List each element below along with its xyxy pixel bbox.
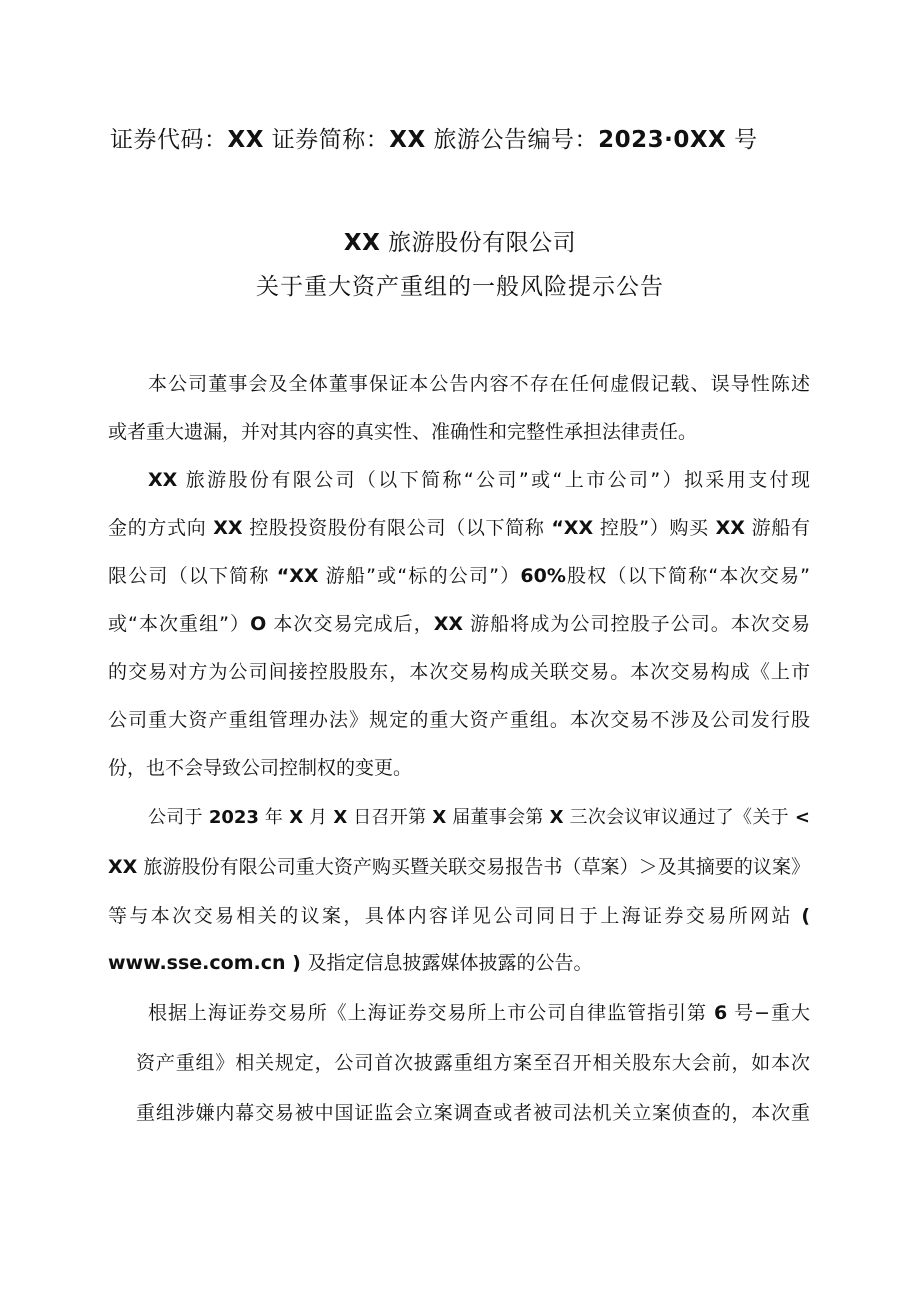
stock-abbr-value: XX bbox=[389, 127, 426, 153]
p3-l1-h: X bbox=[432, 807, 447, 828]
p4-line-2: 资产重组》相关规定，公司首次披露重组方案至召开相关股东大会前，如本次 bbox=[136, 1052, 810, 1074]
company-title bbox=[0, 224, 920, 257]
announcement-number-suffix: 号 bbox=[726, 127, 758, 153]
p3-l1-k: 三次会议审议通过了《关于 bbox=[563, 807, 795, 828]
announcement-number-label: 旅游公告编号： bbox=[425, 127, 599, 153]
p3-line-1 bbox=[148, 803, 810, 829]
header-line bbox=[110, 121, 758, 154]
p2-l2-g: 游船有 bbox=[744, 517, 810, 539]
p3-l1-g: 日召开第 bbox=[347, 807, 433, 828]
p3-l3-a: 等与本次交易相关的议案，具体内容详见公司同日于上海证券交易所网站 bbox=[108, 905, 802, 927]
p4-l1-b: 6 bbox=[713, 1002, 728, 1024]
p2-l4-a: 或“本次重组”） bbox=[108, 613, 251, 635]
p3-l2-a: XX bbox=[108, 856, 138, 878]
p2-l3-b: “XX bbox=[276, 565, 319, 587]
p2-l2-d: “XX bbox=[551, 517, 594, 539]
p3-l1-j: X bbox=[549, 807, 564, 828]
p3-l1-e: 月 bbox=[303, 807, 334, 828]
p3-l1-f: X bbox=[333, 807, 348, 828]
p2-line-1 bbox=[148, 465, 810, 492]
p2-l4-e: 游船将成为公司控股子公司。本次交易 bbox=[463, 613, 811, 635]
p1-line-2: 或者重大遗漏，并对其内容的真实性、准确性和完整性承担法律责任。 bbox=[108, 421, 698, 443]
company-title-prefix: XX bbox=[343, 230, 381, 256]
p2-l3-d: 60% bbox=[520, 565, 566, 587]
stock-code-value: XX bbox=[227, 127, 264, 153]
p2-l3-c: 游船”或“标的公司”） bbox=[318, 565, 521, 587]
p3-l1-a: 公司于 bbox=[148, 807, 209, 828]
p2-line-2 bbox=[108, 513, 810, 540]
stock-abbr-label: 证券简称： bbox=[263, 127, 390, 153]
p4-line-1 bbox=[148, 998, 810, 1025]
p3-l4-c: 及指定信息披露媒体披露的公告。 bbox=[307, 952, 593, 974]
p2-line-5: 的交易对方为公司间接控股股东，本次交易构成关联交易。本次交易构成《上市 bbox=[108, 661, 810, 683]
p4-l1-a: 根据上海证券交易所《上海证券交易所上市公司自律监管指引第 bbox=[148, 1002, 714, 1024]
p2-line-7: 份，也不会导致公司控制权的变更。 bbox=[108, 757, 413, 779]
announcement-number-value: 2023·0XX bbox=[598, 127, 727, 153]
p2-l4-b: O bbox=[250, 613, 267, 635]
p2-line-4 bbox=[108, 609, 810, 636]
p3-line-4 bbox=[108, 948, 810, 975]
p3-line-2 bbox=[108, 852, 810, 879]
p3-line-3 bbox=[108, 901, 810, 928]
stock-code-label: 证券代码： bbox=[110, 127, 228, 153]
p4-line-3: 重组涉嫌内幕交易被中国证监会立案调查或者被司法机关立案侦查的，本次重 bbox=[136, 1102, 810, 1124]
p3-l3-b: ( bbox=[801, 905, 810, 927]
p2-line-3 bbox=[108, 561, 810, 588]
p2-l1-a: XX bbox=[148, 469, 178, 491]
p3-l2-b: 旅游股份有限公司重大资产购买暨关联交易报告书（草案）＞及其摘要的议案》 bbox=[137, 856, 810, 878]
p3-l1-d: X bbox=[289, 807, 304, 828]
announcement-subject: 关于重大资产重组的一般风险提示公告 bbox=[256, 274, 664, 300]
p2-l2-a: 金的方式向 bbox=[108, 517, 214, 539]
p3-l1-i: 届董事会第 bbox=[446, 807, 550, 828]
p2-l2-f: XX bbox=[715, 517, 745, 539]
p1-line-1: 本公司董事会及全体董事保证本公告内容不存在任何虚假记载、误导性陈述 bbox=[148, 373, 810, 395]
p2-l2-b: XX bbox=[213, 517, 243, 539]
p3-l1-b: 2023 bbox=[208, 807, 259, 828]
p2-line-6: 公司重大资产重组管理办法》规定的重大资产重组。本次交易不涉及公司发行股 bbox=[108, 709, 810, 731]
p2-l2-c: 控股投资股份有限公司（以下简称 bbox=[242, 517, 552, 539]
p2-l4-d: XX bbox=[433, 613, 464, 635]
p2-l3-e: 股权（以下简称“本次交易” bbox=[565, 565, 811, 587]
p4-l1-c: 号−重大 bbox=[727, 1002, 810, 1024]
website-url: www.sse.com.cn bbox=[108, 952, 286, 974]
p2-l4-c: 本次交易完成后， bbox=[266, 613, 434, 635]
p3-l1-l: < bbox=[794, 807, 810, 828]
company-title-rest: 旅游股份有限公司 bbox=[380, 230, 577, 256]
p2-l1-b: 旅游股份有限公司（以下简称“公司”或“上市公司”）拟采用支付现 bbox=[177, 469, 810, 491]
p2-l2-e: 控股”）购买 bbox=[593, 517, 716, 539]
p2-l3-a: 限公司（以下简称 bbox=[108, 565, 277, 587]
p3-l4-b: ) bbox=[285, 952, 308, 974]
p3-l1-c: 年 bbox=[258, 807, 290, 828]
